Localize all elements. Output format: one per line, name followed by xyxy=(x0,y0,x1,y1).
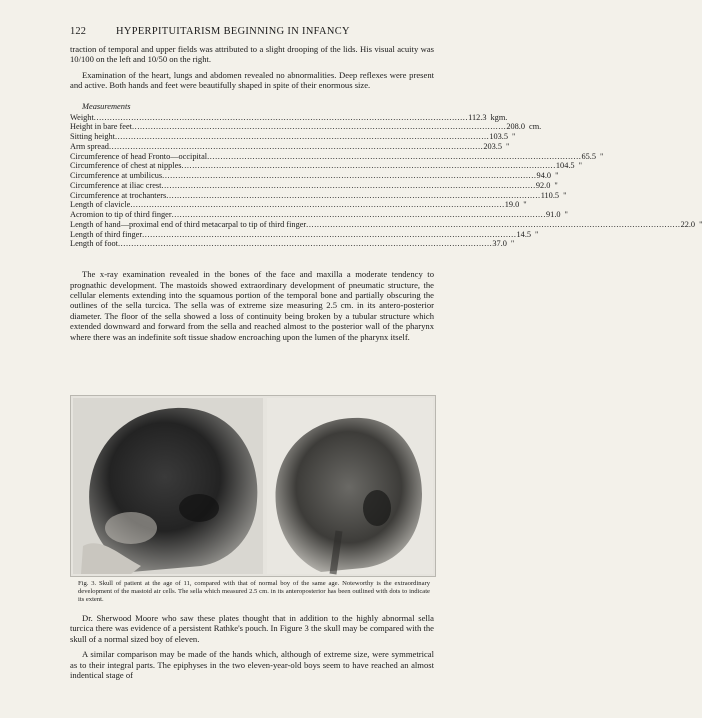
measurement-row xyxy=(70,112,508,123)
measurement-unit: " xyxy=(600,151,604,161)
measurement-unit: " xyxy=(510,239,515,249)
measurement-label: Circumference of head Fronto—occipital xyxy=(70,151,208,161)
paragraph-hands-comparison: A similar comparison may be made of the hands which, although of extreme size, were symmetrical as to their integral parts. The epiphyses in the two eleven-year-old boys seem to have reached an almost indentical stage of xyxy=(70,649,434,681)
leader-dots: ............................................................................................................................................ xyxy=(166,190,541,200)
measurement-unit: " xyxy=(564,210,568,220)
measurement-row xyxy=(70,141,510,152)
measurement-row xyxy=(70,210,568,220)
measurement-unit: " xyxy=(512,132,516,142)
leader-dots: ............................................................................................................................................ xyxy=(161,180,536,190)
measurement-value: 14.5 xyxy=(516,229,532,239)
measurement-unit: " xyxy=(523,200,527,210)
measurement-value: 104.5 xyxy=(555,161,575,171)
paragraph-sherwood-moore: Dr. Sherwood Moore who saw these plates thought that in addition to the highly abnormal sella turcica there was evidence of a persistent Rathke's pouch. In Figure 3 the skull may be compared with the skull of a normal sized boy of eleven. xyxy=(70,613,434,644)
leader-dots: ............................................................................................................................................ xyxy=(131,122,507,132)
measurement-unit: " xyxy=(563,190,567,200)
measurement-value: 22.0 xyxy=(680,219,696,229)
measurement-unit: kgm. xyxy=(490,112,508,122)
measurement-label: Sitting height xyxy=(70,132,115,142)
measurement-label: Acromion to tip of third finger xyxy=(70,210,172,220)
measurement-value: 103.5 xyxy=(489,132,509,142)
measurement-label: Length of third finger xyxy=(70,229,143,239)
measurement-row xyxy=(70,171,559,181)
paragraph-visual-fields: traction of temporal and upper fields was attributed to a slight drooping of the lids. His visual acuity was 10/100 on the left and 10/50 on the right. xyxy=(70,44,434,65)
measurement-value: 203.5 xyxy=(483,141,502,151)
leader-dots: ............................................................................................................................................ xyxy=(130,200,505,210)
measurement-label: Circumference at iliac crest xyxy=(70,180,162,190)
measurement-row xyxy=(70,229,539,240)
measurement-unit: " xyxy=(554,180,558,190)
measurement-value: 37.0 xyxy=(492,239,507,249)
running-title: HYPERPITUITARISM BEGINNING IN INFANCY xyxy=(116,26,350,37)
measurement-label: Length of hand—proximal end of third metacarpal to tip of third finger xyxy=(70,219,307,229)
leader-dots: ............................................................................................................................................ xyxy=(171,210,547,220)
measurement-unit: " xyxy=(555,171,559,181)
measurements-table xyxy=(70,112,696,250)
measurement-unit: cm. xyxy=(529,122,542,132)
measurement-row xyxy=(70,151,604,162)
measurement-unit xyxy=(695,220,702,230)
paragraph-xray: The x-ray examination revealed in the bones of the face and maxilla a moderate tendency to prognathic development. The mastoids showed extraordinary development of pneumatic structure, the cellular elements extending into the squamous portion of the temporal bone and partially obscuring the outlines of the sella turcica. The sella was of extreme size measuring 2.5 cm. in its antero-posterior diameter. The floor of the sella showed a loss of continuity being broken by a tubular structure which extended downward and forward from the sella and reached almost to the posterior wall of the pharynx where there was an indefinite soft tissue shadow encroaching upon the lumen of the pharynx itself. xyxy=(70,269,434,342)
measurement-value: 65.5 xyxy=(581,151,596,161)
page-body xyxy=(70,26,696,342)
measurement-label: Length of foot xyxy=(70,239,118,249)
leader-dots: ............................................................................................................................................ xyxy=(108,141,484,151)
measurement-value: 94.0 xyxy=(536,171,552,181)
measurement-label: Length of clavicle xyxy=(70,200,131,210)
paragraph-examination: Examination of the heart, lungs and abdomen revealed no abnormalities. Deep reflexes were present and active. Both hands and feet were beautifully shaped in spite of their enormous size. xyxy=(70,69,434,91)
page-number: 122 xyxy=(70,26,87,37)
figure-caption: Fig. 3. Skull of patient at the age of 11, compared with that of normal boy of the same age. Noteworthy is the extraordinary development of the mastoid air cells. The sella which measured 2.5 cm. in its anteroposterior has been outlined with dots to indicate its extent. xyxy=(78,580,430,603)
leader-dots: ............................................................................................................................................ xyxy=(207,151,582,161)
measurement-unit: " xyxy=(535,229,539,239)
measurement-value: 19.0 xyxy=(504,200,520,210)
measurement-row xyxy=(70,239,515,249)
measurement-row xyxy=(70,200,527,210)
measurement-row xyxy=(70,219,696,230)
patient-skull-xray xyxy=(73,398,263,574)
leader-dots: ............................................................................................................................................ xyxy=(142,229,517,239)
measurement-unit: " xyxy=(506,141,510,151)
leader-dots: ............................................................................................................................................ xyxy=(117,239,493,249)
measurement-value: 91.0 xyxy=(546,210,561,220)
measurement-value: 92.0 xyxy=(535,180,551,190)
measurement-label: Arm spread xyxy=(70,141,109,151)
leader-dots: ............................................................................................................................................ xyxy=(181,161,556,171)
measurement-row xyxy=(70,190,567,201)
measurement-label: Circumference of chest at nipples xyxy=(70,161,182,171)
measurement-label: Circumference at umbilicus xyxy=(70,171,163,181)
leader-dots: ............................................................................................................................................ xyxy=(306,219,681,229)
measurement-label: Circumference at trochanters xyxy=(70,190,167,200)
measurement-label: Height in bare feet xyxy=(70,122,132,132)
normal-skull-xray xyxy=(267,398,433,574)
measurement-value: 112.3 xyxy=(468,112,487,122)
leader-dots: ............................................................................................................................................ xyxy=(162,171,537,181)
page-body-continued xyxy=(70,613,434,680)
measurement-label: Weight xyxy=(70,112,94,122)
measurement-row xyxy=(70,122,542,132)
measurement-value: 208.0 xyxy=(506,122,526,132)
measurement-row xyxy=(70,132,516,142)
measurement-row xyxy=(70,180,558,191)
measurements-heading: Measurements xyxy=(82,101,131,111)
leader-dots: ............................................................................................................................................ xyxy=(114,132,490,142)
measurement-unit: " xyxy=(578,161,582,171)
skull-xray-figure xyxy=(70,395,436,577)
running-header xyxy=(70,26,434,37)
measurement-value: 110.5 xyxy=(540,190,560,200)
measurement-row xyxy=(70,161,582,171)
leader-dots: ............................................................................................................................................ xyxy=(93,112,469,122)
